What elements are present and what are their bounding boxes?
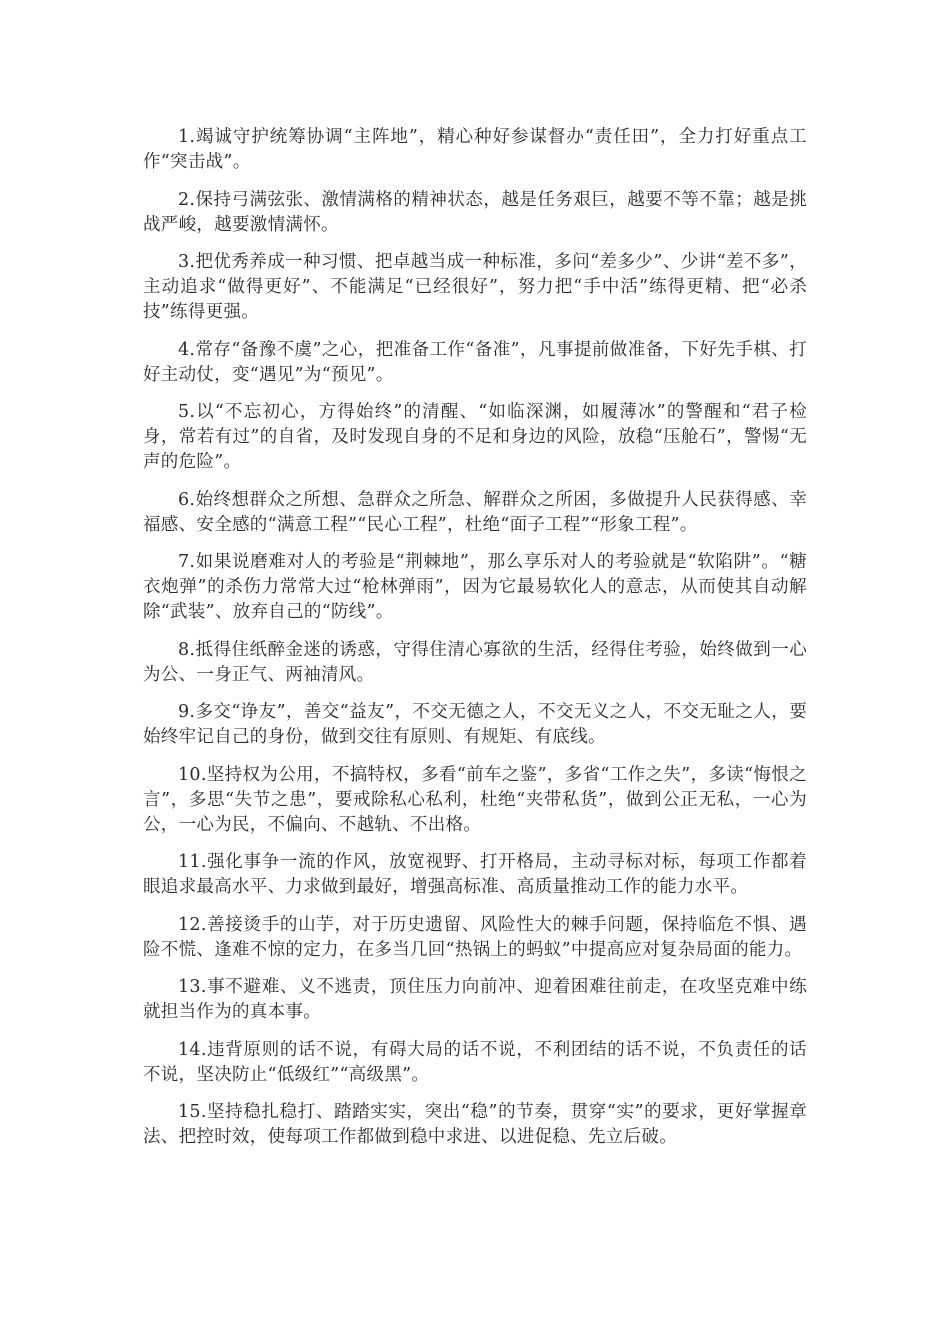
paragraph-10: 10.坚持权为公用，不搞特权，多看“前车之鉴”，多省“工作之失”，多读“悔恨之言”，多思“失节之患”，要戒除私心私利，杜绝“夹带私货”，做到公正无私，一心为公，一心为民，不偏向、不越轨、不出格。: [143, 764, 807, 835]
paragraph-2: 2.保持弓满弦张、激情满格的精神状态，越是任务艰巨，越要不等不靠；越是挑战严峻，越要激情满怀。: [143, 189, 807, 235]
paragraph-9: 9.多交“诤友”，善交“益友”，不交无德之人，不交无义之人，不交无耻之人，要始终牢记自己的身份，做到交往有原则、有规矩、有底线。: [143, 702, 807, 747]
paragraph-4: 4.常存“备豫不虞”之心，把准备工作“备准”，凡事提前做准备，下好先手棋、打好主动仗，变“遇见”为“预见”。: [143, 339, 807, 385]
paragraph-6: 6.始终想群众之所想、急群众之所急、解群众之所困，多做提升人民获得感、幸福感、安全感的“满意工程”“民心工程”，杜绝“面子工程”“形象工程”。: [143, 489, 807, 535]
document-page: [143, 125, 807, 1163]
paragraph-11: 11.强化事争一流的作风，放宽视野、打开格局，主动寻标对标，每项工作都着眼追求最高水平、力求做到最好，增强高标准、高质量推动工作的能力水平。: [143, 852, 807, 897]
paragraph-3: 3.把优秀养成一种习惯、把卓越当成一种标准，多问“差多少”、少讲“差不多”，主动追求“做得更好”、不能满足“已经很好”，努力把“手中活”练得更精、把“必杀技”练得更强。: [143, 252, 807, 322]
paragraph-7: 7.如果说磨难对人的考验是“荆棘地”，那么享乐对人的考验就是“软陷阱”。“糖衣炮弹”的杀伤力常常大过“枪林弹雨”，因为它最易软化人的意志，从而使其自动解除“武装”、放弃自己的“防线”。: [143, 552, 807, 622]
paragraph-8: 8.抵得住纸醉金迷的诱惑，守得住清心寡欲的生活，经得住考验，始终做到一心为公、一身正气、两袖清风。: [143, 639, 807, 685]
paragraph-13: 13.事不避难、义不逃责，顶住压力向前冲、迎着困难往前走，在攻坚克难中练就担当作为的真本事。: [143, 977, 807, 1022]
paragraph-5: 5.以“不忘初心，方得始终”的清醒、“如临深渊，如履薄冰”的警醒和“君子检身，常若有过”的自省，及时发现自身的不足和身边的风险，放稳“压舱石”，警惕“无声的危险”。: [143, 402, 807, 472]
paragraph-1: 1.竭诚守护统筹协调“主阵地”，精心种好参谋督办“责任田”，全力打好重点工作“突击战”。: [143, 127, 807, 172]
paragraph-15: 15.坚持稳扎稳打、踏踏实实，突出“稳”的节奏，贯穿“实”的要求，更好掌握章法、把控时效，使每项工作都做到稳中求进、以进促稳、先立后破。: [143, 1102, 807, 1147]
paragraph-12: 12.善接烫手的山芋，对于历史遗留、风险性大的棘手问题，保持临危不惧、遇险不慌、逢难不惊的定力，在多当几回“热锅上的蚂蚁”中提高应对复杂局面的能力。: [143, 914, 807, 960]
paragraph-14: 14.违背原则的话不说，有碍大局的话不说，不利团结的话不说，不负责任的话不说，坚决防止“低级红”“高级黑”。: [143, 1039, 807, 1085]
